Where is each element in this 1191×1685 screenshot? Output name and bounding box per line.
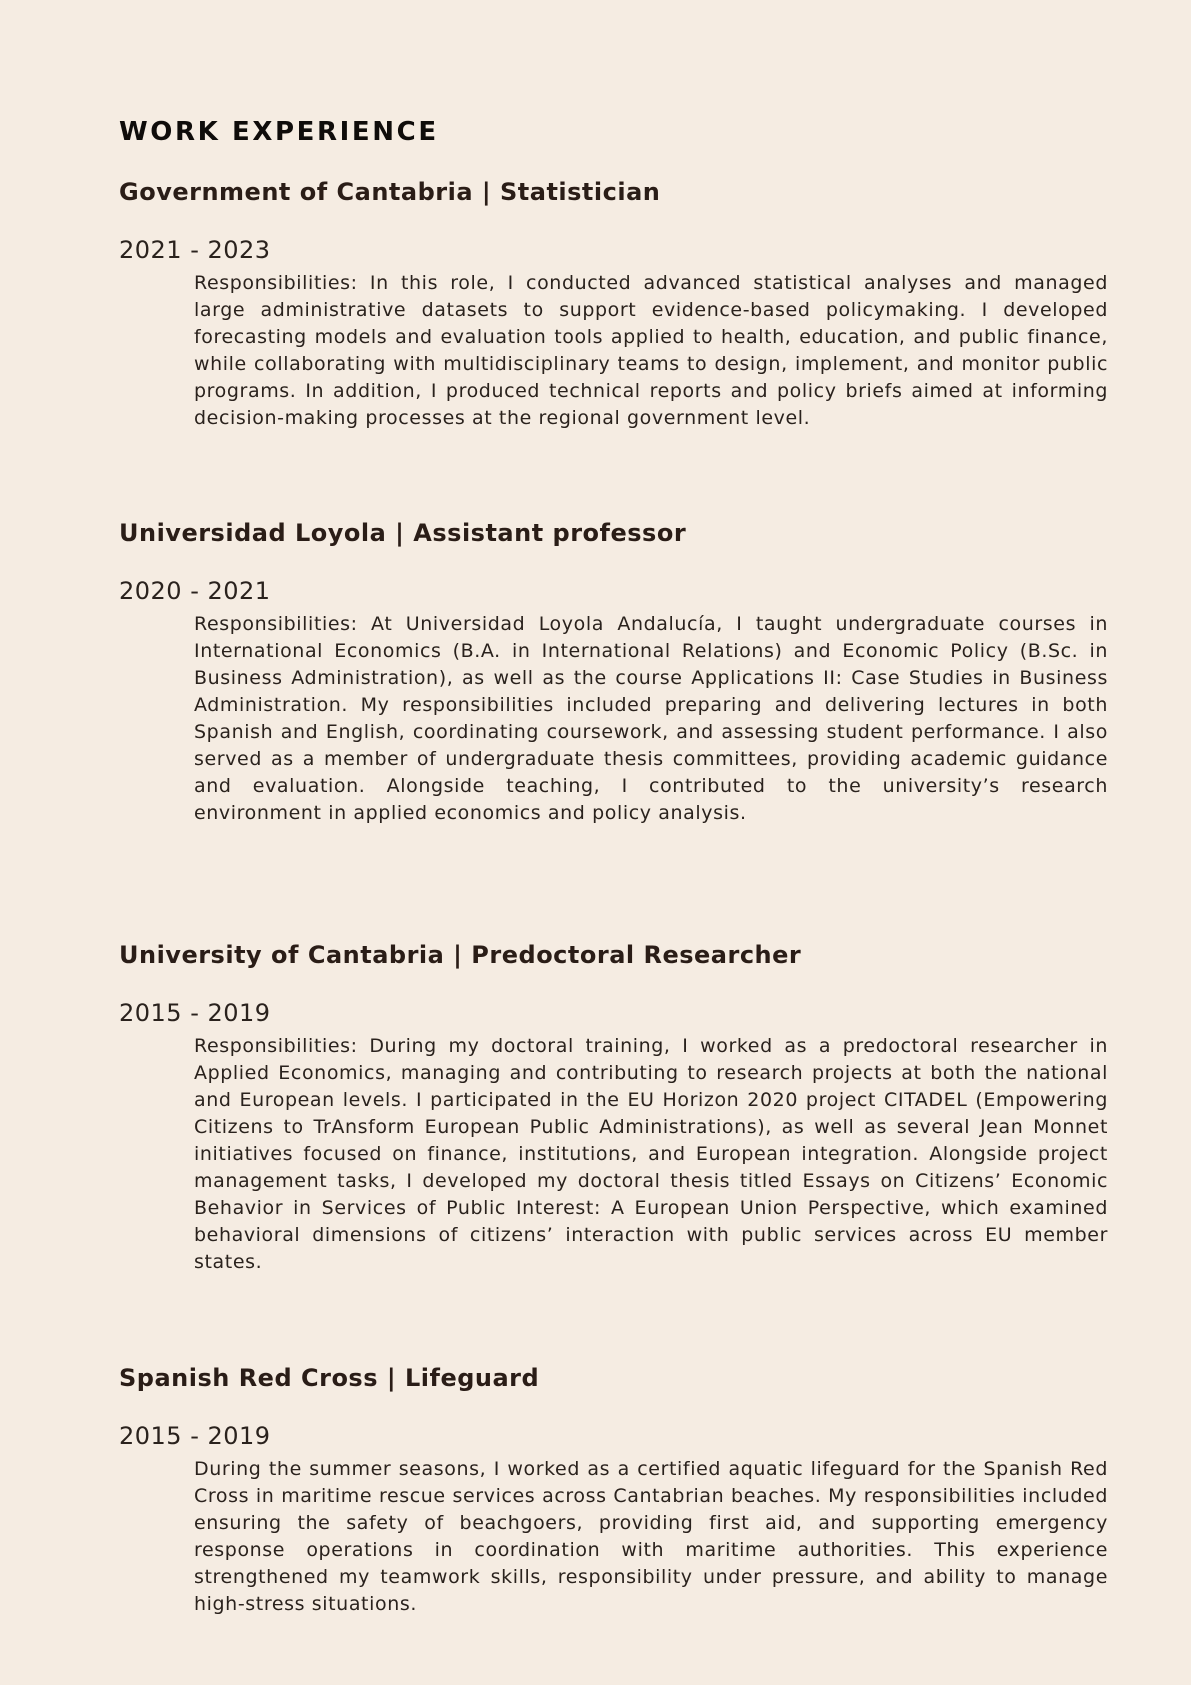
job-entry-universidad-loyola (119, 519, 1108, 827)
job-title: Spanish Red Cross | Lifeguard (119, 1364, 540, 1392)
job-entry-university-of-cantabria (119, 941, 1108, 1276)
job-entry-spanish-red-cross (119, 1364, 1108, 1618)
job-description: Responsibilities: During my doctoral training, I worked as a predoctoral researcher in Applied Economics, managing and contributing to research projects at both the national and European levels. I participated in the EU Horizon 2020 project CITADEL (Empowering Citizens to TrAnsform European Public Administrations), as well as several Jean Monnet initiatives focused on finance, institutions, and European integration. Alongside project management tasks, I developed my doctoral thesis titled Essays on Citizens’ Economic Behavior in Services of Public Interest: A European Union Perspective, which examined behavioral dimensions of citizens’ interaction with public services across EU member states. (194, 1035, 1108, 1273)
section-title: WORK EXPERIENCE (119, 117, 439, 147)
job-description: During the summer seasons, I worked as a certified aquatic lifeguard for the Spanish Red Cross in maritime rescue services across Cantabrian beaches. My responsibilities included ensuring the safety of beachgoers, providing first aid, and supporting emergency response operations in coordination with maritime authorities. This experience strengthened my teamwork skills, responsibility under pressure, and ability to manage high-stress situations. (194, 1458, 1108, 1615)
job-entry-government-of-cantabria (119, 178, 1108, 432)
job-dates: 2021 - 2023 (119, 236, 271, 264)
job-dates: 2020 - 2021 (119, 577, 271, 605)
job-title: Government of Cantabria | Statistician (119, 178, 661, 206)
job-dates: 2015 - 2019 (119, 999, 271, 1027)
job-description: Responsibilities: In this role, I conducted advanced statistical analyses and managed large administrative datasets to support evidence-based policymaking. I developed forecasting models and evaluation tools applied to health, education, and public finance, while collaborating with multidisciplinary teams to design, implement, and monitor public programs. In addition, I produced technical reports and policy briefs aimed at informing decision-making processes at the regional government level. (194, 272, 1108, 429)
job-dates: 2015 - 2019 (119, 1422, 271, 1450)
job-description: Responsibilities: At Universidad Loyola Andalucía, I taught undergraduate courses in International Economics (B.A. in International Relations) and Economic Policy (B.Sc. in Business Administration), as well as the course Applications II: Case Studies in Business Administration. My responsibilities included preparing and delivering lectures in both Spanish and English, coordinating coursework, and assessing student performance. I also served as a member of undergraduate thesis committees, providing academic guidance and evaluation. Alongside teaching, I contributed to the university’s research environment in applied economics and policy analysis. (194, 613, 1108, 824)
job-title: University of Cantabria | Predoctoral Researcher (119, 941, 802, 969)
job-title: Universidad Loyola | Assistant professor (119, 519, 687, 547)
